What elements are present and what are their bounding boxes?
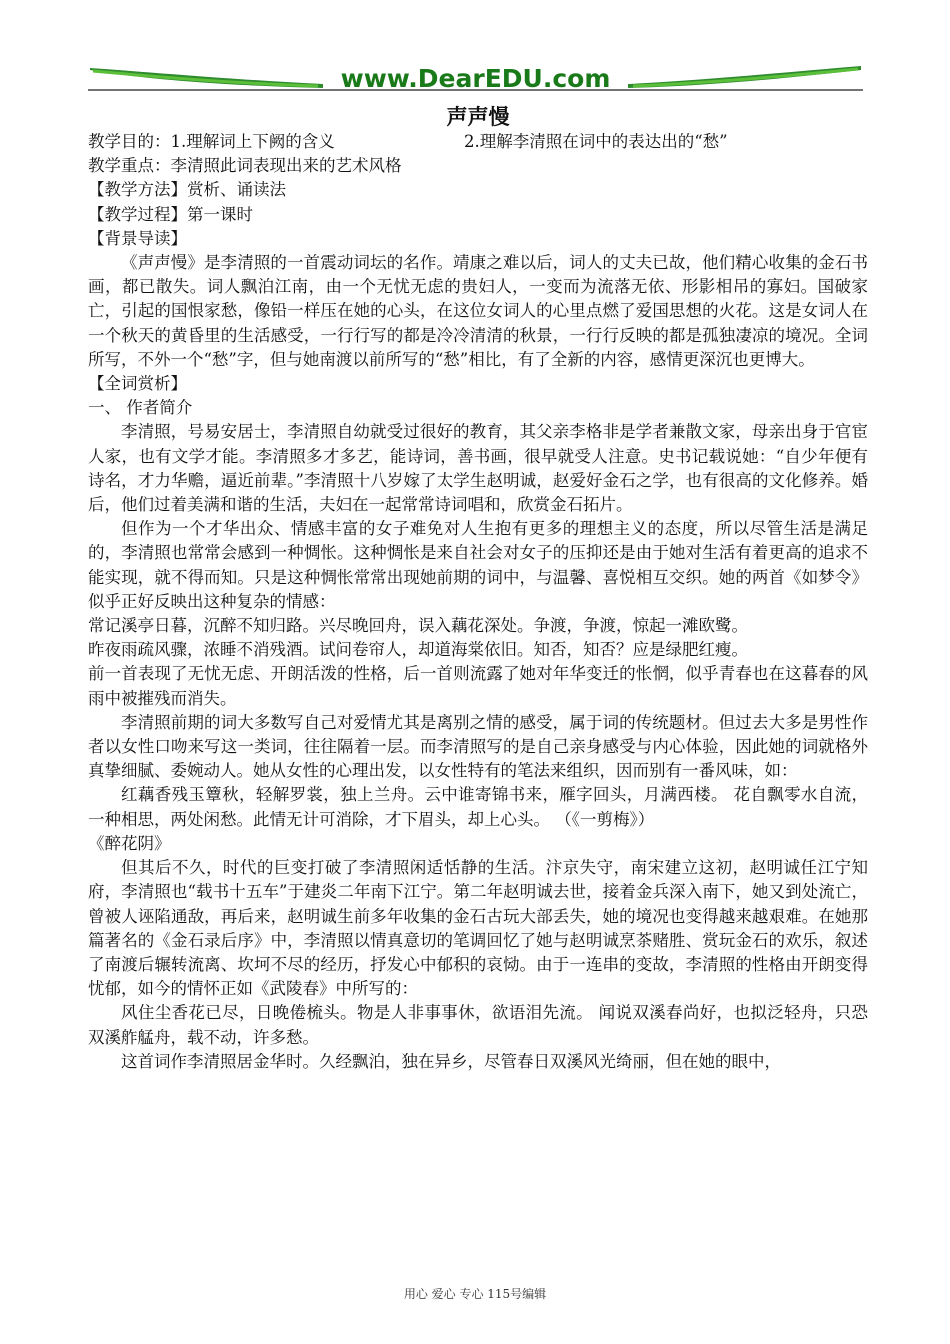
site-header <box>88 62 863 102</box>
author-paragraph-1: 李清照，号易安居士，李清照自幼就受过很好的教育，其父亲李格非是学者兼散文家，母亲出身于官宦人家，也有文学才能。李清照多才多艺，能诗词，善书画，很早就受人注意。史书记载说她：“自少年便有诗名，才力华赡，逼近前辈。”李清照十八岁嫁了太学生赵明诚，赵爱好金石之学，也有很高的文化修养。婚后，他们过着美满和谐的生活，夫妇在一起常常诗词唱和，欣赏金石拓片。 <box>88 422 868 515</box>
appreciation-heading: 【全词赏析】 <box>88 374 187 394</box>
poem-rumengling-2: 昨夜雨疏风骤，浓睡不消残酒。试问卷帘人，却道海棠依旧。知否，知否？应是绿肥红瘦。 <box>88 640 748 660</box>
teaching-method: 【教学方法】赏析、诵读法 <box>88 180 286 200</box>
teaching-focus: 教学重点：李清照此词表现出来的艺术风格 <box>88 156 402 176</box>
poem-zuihuayin-title: 《醉花阴》 <box>88 833 171 853</box>
background-heading: 【背景导读】 <box>88 228 187 248</box>
site-logo[interactable]: www.DearEDU.com <box>340 64 611 93</box>
teaching-goal-1: 教学目的：1.理解词上下阙的含义 <box>88 132 335 151</box>
poem-rumengling-1: 常记溪亭日暮，沉醉不知归路。兴尽晚回舟，误入藕花深处。争渡，争渡，惊起一滩欧鹭。 <box>88 616 748 636</box>
author-paragraph-5: 这首词作李清照居金华时。久经飘泊，独在异乡，尽管春日双溪风光绮丽，但在她的眼中， <box>121 1051 781 1071</box>
teaching-goal-2: 2.理解李清照在词中的表达出的“愁” <box>464 132 728 151</box>
document-title: 声声慢 <box>446 104 510 129</box>
background-paragraph: 《声声慢》是李清照的一首震动词坛的名作。靖康之难以后，词人的丈夫已故，他们精心收集的金石书画，都已散失。词人飘泊江南，由一个无忧无虑的贵妇人，一变而为流落无依、形影相吊的寡妇。国破家亡，引起的国恨家愁，像铅一样压在她的心头，在这位女词人的心里点燃了爱国思想的火花。这是女词人在一个秋天的黄昏里的生活感受，一行行写的都是冷冷清清的秋景，一行行反映的都是孤独凄凉的境况。全词所写，不外一个“愁”字，但与她南渡以前所写的“愁”相比，有了全新的内容，感情更深沉也更博大。 <box>88 253 868 369</box>
author-paragraph-2: 但作为一个才华出众、情感丰富的女子难免对人生抱有更多的理想主义的态度，所以尽管生活是满足的，李清照也常常会感到一种惆怅。这种惆怅是来自社会对女子的压抑还是由于她对生活有着更高的追求不能实现，就不得而知。只是这种惆怅常常出现她前期的词中，与温馨、喜悦相互交织。她的两首《如梦令》似乎正好反映出这种复杂的情感： <box>88 519 868 611</box>
poem-yijianmei: 红藕香残玉簟秋，轻解罗裳，独上兰舟。云中谁寄锦书来，雁字回头，月满西楼。 花自飘零水自流，一种相思，两处闲愁。此情无计可消除，才下眉头，却上心头。 （《一剪梅》） <box>88 785 868 829</box>
author-paragraph-4: 但其后不久，时代的巨变打破了李清照闲适恬静的生活。汴京失守，南宋建立这初，赵明诚任江宁知府，李清照也“载书十五车”于建炎二年南下江宁。第二年赵明诚去世，接着金兵深入南下，她又到处流亡，曾被人诬陷通敌，再后来，赵明诚生前多年收集的金石古玩大部丢失，她的境况也变得越来越艰难。在她那篇著名的《金石录后序》中，李清照以情真意切的笔调回忆了她与赵明诚烹茶赌胜、赏玩金石的欢乐，叙述了南渡后辗转流离、坎坷不尽的经历，抒发心中郁积的哀恸。由于一连串的变故，李清照的性格由开朗变得忧郁，如今的情怀正如《武陵春》中所写的： <box>88 858 868 999</box>
teaching-process: 【教学过程】第一课时 <box>88 204 253 224</box>
poem-wulingchun: 风住尘香花已尽，日晚倦梳头。物是人非事事休，欲语泪先流。 闻说双溪春尚好，也拟泛轻舟，只恐双溪舴艋舟，载不动，许多愁。 <box>88 1003 868 1047</box>
page-footer: 用心 爱心 专心 115号编辑 <box>403 1287 547 1301</box>
section-author-intro: 一、 作者简介 <box>88 398 193 418</box>
poem-commentary: 前一首表现了无忧无虑、开朗活泼的性格，后一首则流露了她对年华变迁的怅惘，似乎青春也在这暮春的风雨中被摧残而消失。 <box>88 664 868 708</box>
author-paragraph-3: 李清照前期的词大多数写自己对爱情尤其是离别之情的感受，属于词的传统题材。但过去大多是男性作者以女性口吻来写这一类词，往往隔着一层。而李清照写的是自己亲身感受与内心体验，因此她的词就格外真挚细腻、委婉动人。她从女性的心理出发，以女性特有的笔法来组织，因而别有一番风味，如： <box>88 712 868 781</box>
document-body <box>88 104 868 1074</box>
teaching-goals <box>88 130 868 154</box>
